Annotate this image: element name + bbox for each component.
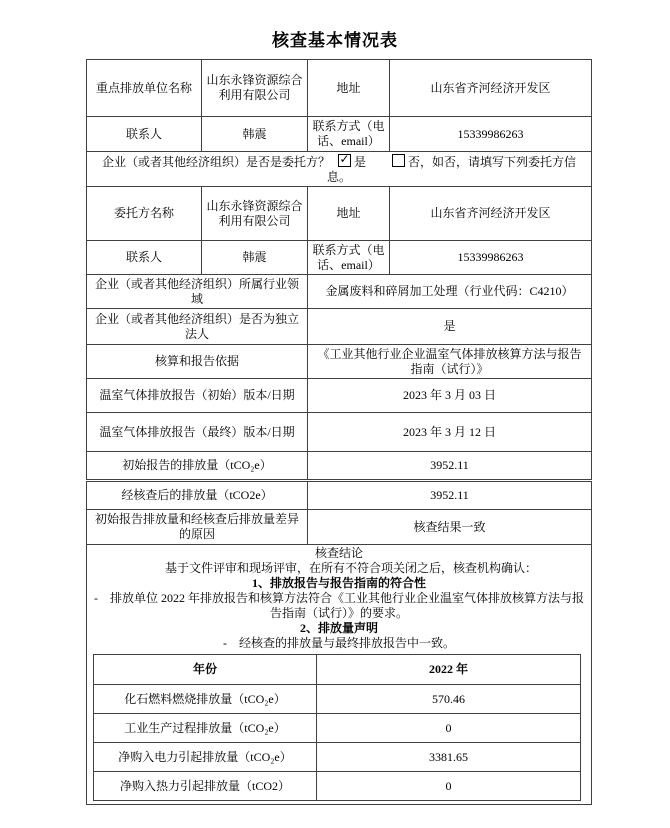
table-row (87, 275, 592, 309)
unit-name-value: 山东永锋资源综合利用有限公司 (202, 60, 308, 117)
purchased-heat-value: 0 (317, 772, 581, 801)
conclusion-item2-body: - 经核查的排放量与最终排放报告中一致。 (223, 636, 455, 650)
client-name-value: 山东永锋资源综合利用有限公司 (202, 187, 308, 241)
client-address-label: 地址 (308, 187, 390, 241)
initial-report-value: 2023 年 3 月 03 日 (308, 379, 592, 413)
table-row (87, 117, 592, 152)
fossil-fuel-label: 化石燃料燃烧排放量（tCO₂e） (94, 685, 317, 714)
conclusion-item1-body: - 排放单位 2022 年排放报告和核算方法符合《工业其他行业企业温室气体排放核算方法与报告指南（试行）》的要求。 (94, 591, 584, 620)
independent-legal-label: 企业（或者其他经济组织）是否为独立法人 (87, 309, 308, 345)
difference-reason-label: 初始报告排放量和经核查后排放量差异的原因 (87, 510, 308, 545)
initial-emission-value: 3952.11 (308, 452, 592, 481)
table-row (87, 60, 592, 117)
table-row (87, 345, 592, 379)
table-row (87, 309, 592, 345)
conclusion-item1-title: 1、排放报告与报告指南的符合性 (251, 576, 426, 590)
industrial-process-value: 0 (317, 714, 581, 743)
independent-legal-value: 是 (308, 309, 592, 345)
table-row (87, 452, 592, 481)
client-name-label: 委托方名称 (87, 187, 202, 241)
year-header: 年份 (94, 655, 317, 685)
checkbox-unchecked-icon (392, 154, 405, 167)
conclusion-intro: 基于文件评审和现场评审，在所有不符合项关闭之后，核查机构确认： (164, 561, 537, 575)
checkbox-checked-icon (338, 154, 351, 167)
contact-method-label: 联系方式（电话、email） (308, 117, 390, 152)
verified-emission-label: 经核查后的排放量（tCO2e） (87, 481, 308, 510)
fossil-fuel-value: 570.46 (317, 685, 581, 714)
purchased-heat-label: 净购入热力引起排放量（tCO2） (94, 772, 317, 801)
table-row (87, 152, 592, 187)
table-row (94, 655, 581, 685)
page-title: 核查基本情况表 (272, 31, 398, 50)
purchased-electricity-label: 净购入电力引起排放量（tCO₂e） (94, 743, 317, 772)
table-row (87, 481, 592, 510)
table-row (94, 714, 581, 743)
table-row (94, 772, 581, 801)
contact-label: 联系人 (87, 117, 202, 152)
client-contact-value: 韩震 (202, 241, 308, 275)
industry-value: 金属废料和碎屑加工处理（行业代码：C4210） (308, 275, 592, 309)
year-value-header: 2022 年 (317, 655, 581, 685)
verified-emission-value: 3952.11 (308, 481, 592, 510)
table-row (94, 685, 581, 714)
industry-label: 企业（或者其他经济组织）所属行业领域 (87, 275, 308, 309)
industrial-process-label: 工业生产过程排放量（tCO₂e） (94, 714, 317, 743)
conclusion-heading: 核查结论 (314, 546, 363, 560)
entrust-question-cell (87, 152, 592, 187)
table-row (87, 379, 592, 413)
client-contact-method-label: 联系方式（电话、email） (308, 241, 390, 275)
entrust-yes-label: 是 (353, 155, 366, 169)
table-row (87, 187, 592, 241)
entrust-question: 企业（或者其他经济组织）是否是委托方？ (101, 155, 330, 169)
difference-reason-value: 核查结果一致 (308, 510, 592, 545)
client-contact-label: 联系人 (87, 241, 202, 275)
table-row (87, 545, 592, 805)
contact-value: 韩震 (202, 117, 308, 152)
phone-value: 15339986263 (390, 117, 592, 152)
table-row (87, 241, 592, 275)
entrust-no-text: 否，如否，请填写下列委托方信息。 (326, 155, 577, 184)
final-report-value: 2023 年 3 月 12 日 (308, 413, 592, 452)
table-row (87, 413, 592, 452)
verification-info-table (86, 59, 592, 805)
table-row (87, 510, 592, 545)
address-value: 山东省齐河经济开发区 (390, 60, 592, 117)
initial-report-label: 温室气体排放报告（初始）版本/日期 (87, 379, 308, 413)
client-phone-value: 15339986263 (390, 241, 592, 275)
table-row (94, 743, 581, 772)
basis-value: 《工业其他行业企业温室气体排放核算方法与报告指南（试行）》 (308, 345, 592, 379)
final-report-label: 温室气体排放报告（最终）版本/日期 (87, 413, 308, 452)
emission-summary-table (93, 654, 581, 801)
unit-name-label: 重点排放单位名称 (87, 60, 202, 117)
conclusion-item2-title: 2、排放量声明 (299, 621, 378, 635)
purchased-electricity-value: 3381.65 (317, 743, 581, 772)
client-address-value: 山东省齐河经济开发区 (390, 187, 592, 241)
conclusion-cell (87, 545, 592, 805)
initial-emission-label: 初始报告的排放量（tCO₂e） (87, 452, 308, 481)
basis-label: 核算和报告依据 (87, 345, 308, 379)
address-label: 地址 (308, 60, 390, 117)
